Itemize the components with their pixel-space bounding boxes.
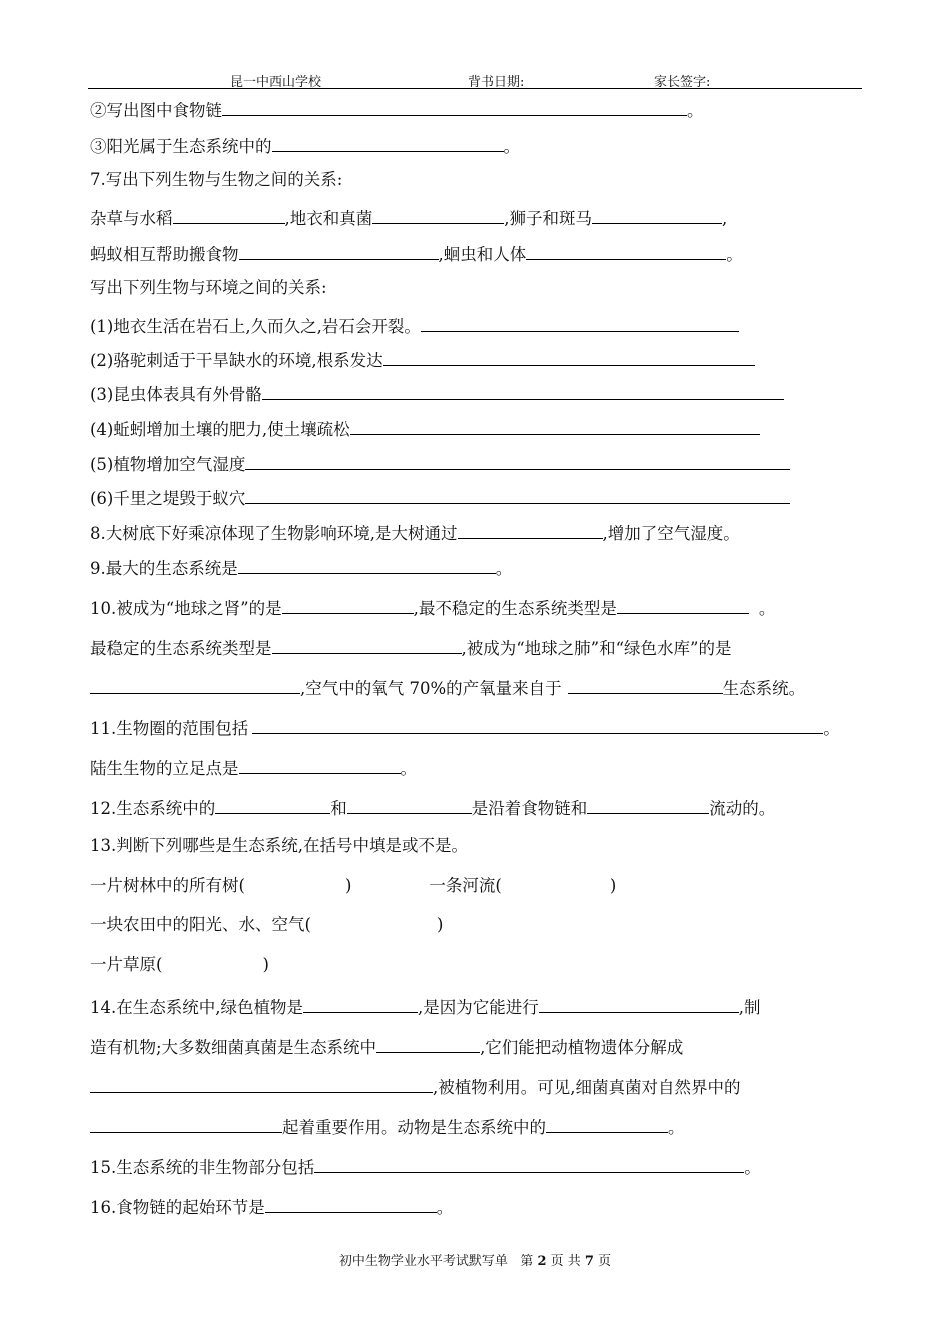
- env-item-5: (5)植物增加空气湿度: [90, 452, 790, 475]
- question-12: 12.生态系统中的 和 是沿着食物链和 流动的。: [90, 796, 775, 819]
- question-14-row2: 造有机物;大多数细菌真菌是生态系统中 ,它们能把动植物遗体分解成: [90, 1035, 683, 1058]
- answer-blank[interactable]: [350, 417, 760, 435]
- answer-blank[interactable]: [458, 521, 603, 539]
- question-9: 9.最大的生态系统是 。: [90, 556, 512, 579]
- answer-blank[interactable]: [282, 596, 414, 614]
- question-8: 8.大树底下好乘凉体现了生物影响环境,是大树通过 ,增加了空气湿度。: [90, 521, 740, 544]
- answer-blank[interactable]: [222, 98, 687, 116]
- question-7-row1: 杂草与水稻 ,地衣和真菌 ,狮子和斑马 ,: [90, 206, 727, 229]
- question-13-row1: 一片树林中的所有树( ) 一条河流( ): [90, 876, 617, 895]
- answer-blank[interactable]: [568, 676, 723, 694]
- answer-blank[interactable]: [314, 1155, 744, 1173]
- question-14-row1: 14.在生态系统中,绿色植物是 ,是因为它能进行 ,制: [90, 995, 761, 1018]
- answer-blank[interactable]: [546, 1115, 668, 1133]
- answer-blank[interactable]: [526, 242, 726, 260]
- footer-page-mid: 页 共: [550, 1254, 581, 1269]
- parent-sign-label: 家长签字:: [654, 75, 711, 90]
- footer-page-prefix: 第: [520, 1254, 534, 1269]
- answer-blank[interactable]: [90, 1115, 282, 1133]
- question-15: 15.生态系统的非生物部分包括 。: [90, 1155, 761, 1178]
- question-10-row2: 最稳定的生态系统类型是 ,被成为“地球之肺”和“绿色水库”的是: [90, 636, 732, 659]
- answer-blank[interactable]: [372, 206, 504, 224]
- answer-blank[interactable]: [376, 1035, 480, 1053]
- question-13-title: 13.判断下列哪些是生态系统,在括号中填是或不是。: [90, 836, 468, 855]
- answer-blank[interactable]: [383, 348, 755, 366]
- question-11-row1: 11.生物圈的范围包括 。: [90, 716, 840, 739]
- question-14-row4: 起着重要作用。动物是生态系统中的 。: [90, 1115, 685, 1138]
- question-10-row3: ,空气中的氧气 70%的产氧量来自于 生态系统。: [90, 676, 805, 699]
- answer-blank[interactable]: [239, 242, 439, 260]
- question-7-title: 7.写出下列生物与生物之间的关系:: [90, 170, 343, 189]
- answer-blank[interactable]: [347, 796, 472, 814]
- answer-blank[interactable]: [173, 206, 285, 224]
- question-13-row3: 一片草原( ): [90, 955, 269, 974]
- answer-blank[interactable]: [617, 596, 749, 614]
- footer-title: 初中生物学业水平考试默写单: [338, 1254, 508, 1269]
- env-item-1: (1)地衣生活在岩石上,久而久之,岩石会开裂。: [90, 314, 739, 337]
- school-name: 昆一中西山学校: [230, 75, 322, 90]
- line-food-chain: ②写出图中食物链 。: [90, 98, 704, 121]
- question-11-row2: 陆生生物的立足点是 。: [90, 756, 417, 779]
- question-10-row1: 10.被成为“地球之肾”的是 ,最不稳定的生态系统类型是 。: [90, 596, 775, 619]
- env-relation-title: 写出下列生物与环境之间的关系:: [90, 278, 327, 297]
- answer-blank[interactable]: [252, 716, 823, 734]
- question-16: 16.食物链的起始环节是 。: [90, 1195, 453, 1218]
- line-sunlight: ③阳光属于生态系统中的 。: [90, 134, 520, 157]
- answer-blank[interactable]: [272, 134, 504, 152]
- answer-blank[interactable]: [90, 676, 300, 694]
- question-14-row3: ,被植物利用。可见,细菌真菌对自然界中的: [90, 1075, 741, 1098]
- env-item-4: (4)蚯蚓增加土壤的肥力,使土壤疏松: [90, 417, 760, 440]
- answer-blank[interactable]: [262, 382, 784, 400]
- question-7-row2: 蚂蚁相互帮助搬食物 ,蛔虫和人体 。: [90, 242, 743, 265]
- footer-page-number: 2: [537, 1254, 547, 1269]
- answer-blank[interactable]: [90, 1075, 433, 1093]
- answer-blank[interactable]: [265, 1195, 437, 1213]
- answer-blank[interactable]: [272, 636, 462, 654]
- footer-page-suffix: 页: [598, 1254, 612, 1269]
- question-13-row2: 一块农田中的阳光、水、空气( ): [90, 915, 444, 934]
- answer-blank[interactable]: [539, 995, 739, 1013]
- answer-blank[interactable]: [245, 452, 790, 470]
- answer-blank[interactable]: [592, 206, 722, 224]
- footer-page-total: 7: [584, 1254, 594, 1269]
- answer-blank[interactable]: [303, 995, 418, 1013]
- answer-blank[interactable]: [587, 796, 709, 814]
- env-item-2: (2)骆驼刺适于干旱缺水的环境,根系发达: [90, 348, 755, 371]
- recite-date-label: 背书日期:: [468, 75, 525, 90]
- page-footer: [0, 1250, 950, 1269]
- env-item-6: (6)千里之堤毁于蚁穴: [90, 486, 790, 509]
- answer-blank[interactable]: [421, 314, 739, 332]
- answer-blank[interactable]: [215, 796, 330, 814]
- answer-blank[interactable]: [239, 756, 401, 774]
- page-header: [88, 70, 862, 89]
- answer-blank[interactable]: [245, 486, 790, 504]
- env-item-3: (3)昆虫体表具有外骨骼: [90, 382, 784, 405]
- answer-blank[interactable]: [238, 556, 496, 574]
